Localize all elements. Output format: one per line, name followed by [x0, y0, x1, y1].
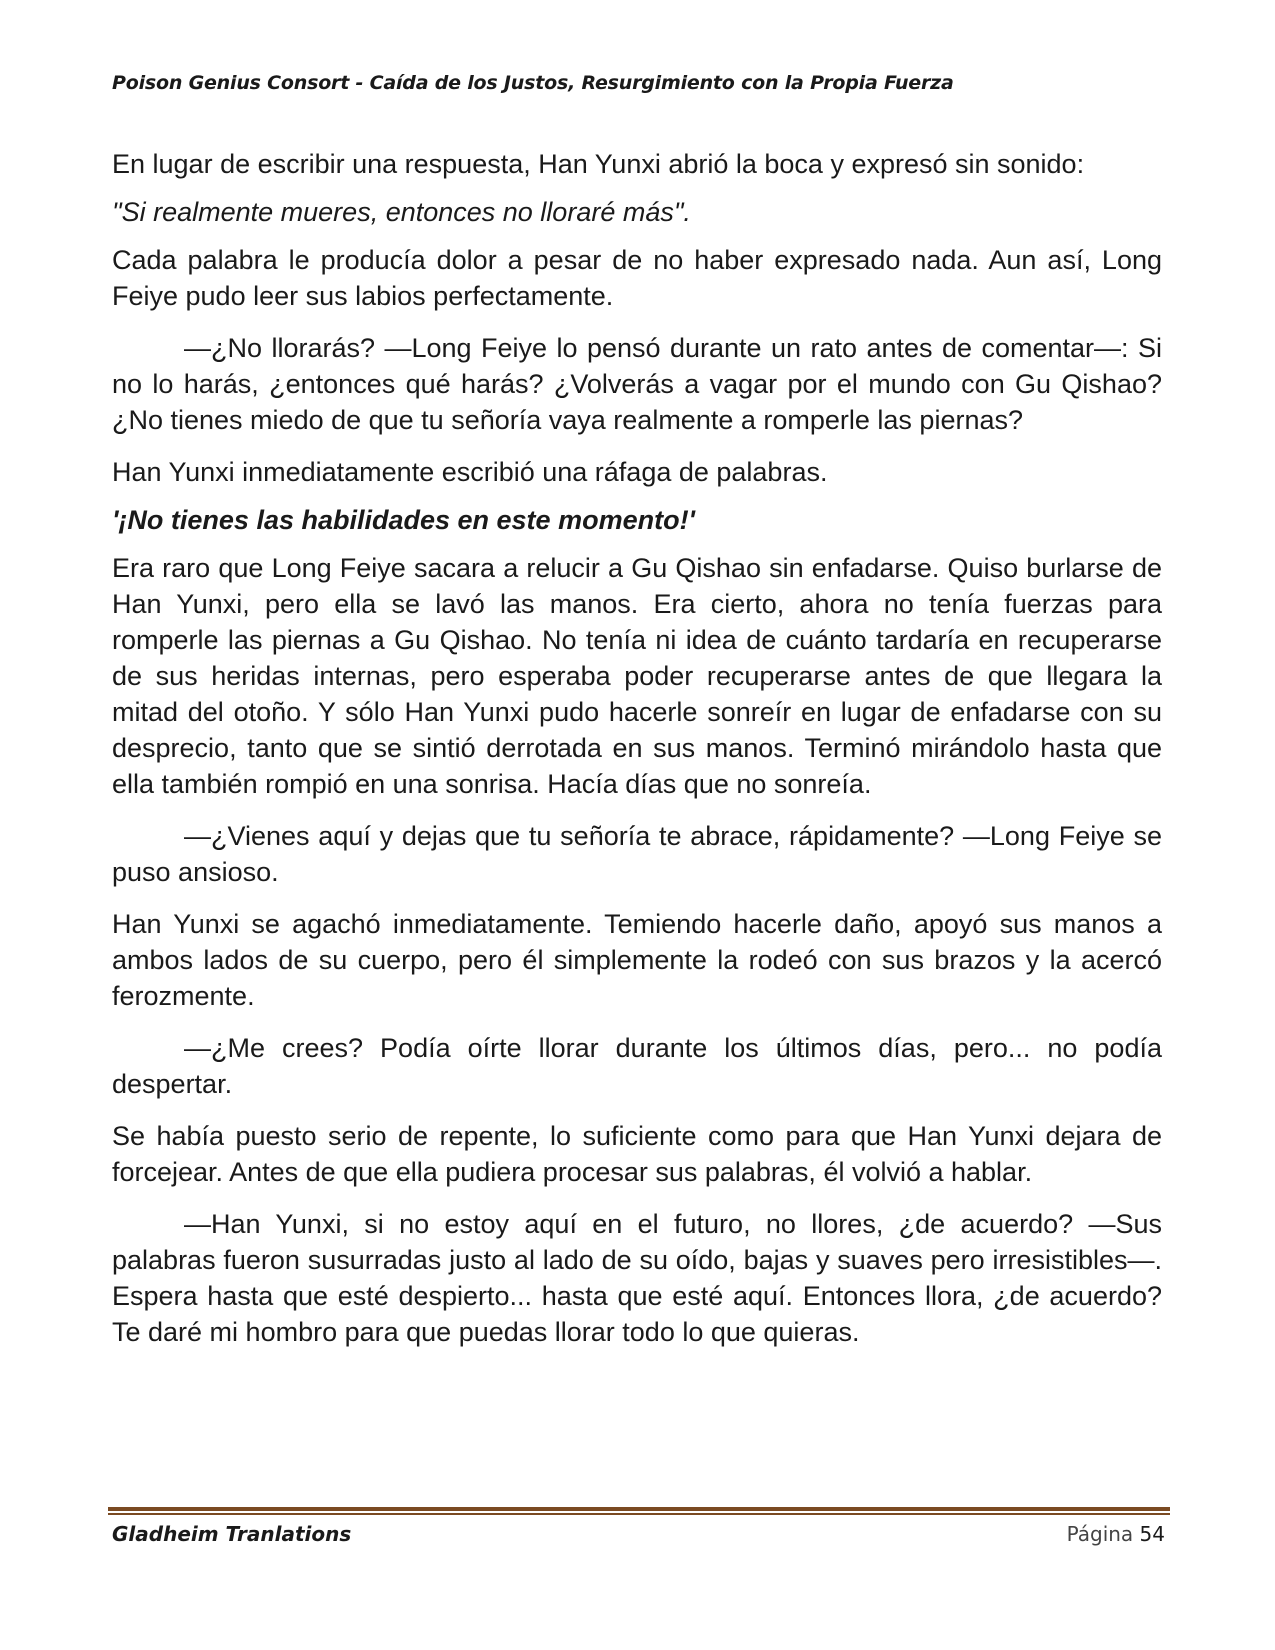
footer-divider — [108, 1507, 1170, 1515]
dialogue-paragraph-2: —¿Vienes aquí y dejas que tu señoría te abrace, rápidamente? —Long Feiye se puso ansioso. — [112, 821, 1162, 887]
page-label: Página — [1066, 1522, 1134, 1546]
page-number-value: 54 — [1139, 1522, 1165, 1546]
quote-paragraph: "Si realmente mueres, entonces no lloraré más". — [112, 197, 691, 227]
dialogue-paragraph-1: —¿No llorarás? —Long Feiye lo pensó durante un rato antes de comentar—: Si no lo harás, ¿entonces qué harás? ¿Volverás a vagar por el mundo con Gu Qishao? ¿No tienes miedo de que tu señoría vaya realmente a romperle las piernas? — [112, 333, 1162, 435]
paragraph-5: Han Yunxi inmediatamente escribió una ráfaga de palabras. — [112, 457, 828, 487]
written-message: '¡No tienes las habilidades en este momento!' — [112, 505, 695, 535]
page-body — [112, 146, 1162, 1350]
footer-divider-thin — [108, 1513, 1170, 1515]
paragraph-3: Cada palabra le producía dolor a pesar de no haber expresado nada. Aun así, Long Feiye pudo leer sus labios perfectamente. — [112, 245, 1162, 311]
running-header: Poison Genius Consort - Caída de los Justos, Resurgimiento con la Propia Fuerza — [112, 72, 954, 94]
footer-translator: Gladheim Tranlations — [112, 1522, 352, 1546]
paragraph-1: En lugar de escribir una respuesta, Han Yunxi abrió la boca y expresó sin sonido: — [112, 149, 1085, 179]
page-number — [1067, 1522, 1165, 1546]
paragraph-7: Era raro que Long Feiye sacara a relucir a Gu Qishao sin enfadarse. Quiso burlarse de Han Yunxi, pero ella se lavó las manos. Era cierto, ahora no tenía fuerzas para romperle las piernas a Gu Qishao. No tenía ni idea de cuánto tardaría en recuperarse de sus heridas internas, pero esperaba poder recuperarse antes de que llegara la mitad del otoño. Y sólo Han Yunxi pudo hacerle sonreír en lugar de enfadarse con su desprecio, tanto que se sintió derrotada en sus manos. Terminó mirándolo hasta que ella también rompió en una sonrisa. Hacía días que no sonreía. — [112, 553, 1162, 799]
paragraph-9: Han Yunxi se agachó inmediatamente. Temiendo hacerle daño, apoyó sus manos a ambos lados de su cuerpo, pero él simplemente la rodeó con sus brazos y la acercó ferozmente. — [112, 909, 1162, 1011]
paragraph-11: Se había puesto serio de repente, lo suficiente como para que Han Yunxi dejara de forcejear. Antes de que ella pudiera procesar sus palabras, él volvió a hablar. — [112, 1121, 1162, 1187]
dialogue-paragraph-4: —Han Yunxi, si no estoy aquí en el futuro, no llores, ¿de acuerdo? —Sus palabras fueron susurradas justo al lado de su oído, bajas y suaves pero irresistibles—. Espera hasta que esté despierto... hasta que esté aquí. Entonces llora, ¿de acuerdo? Te daré mi hombro para que puedas llorar todo lo que quieras. — [112, 1209, 1162, 1347]
dialogue-paragraph-3: —¿Me crees? Podía oírte llorar durante los últimos días, pero... no podía despertar. — [112, 1033, 1162, 1099]
footer-divider-thick — [108, 1507, 1170, 1511]
